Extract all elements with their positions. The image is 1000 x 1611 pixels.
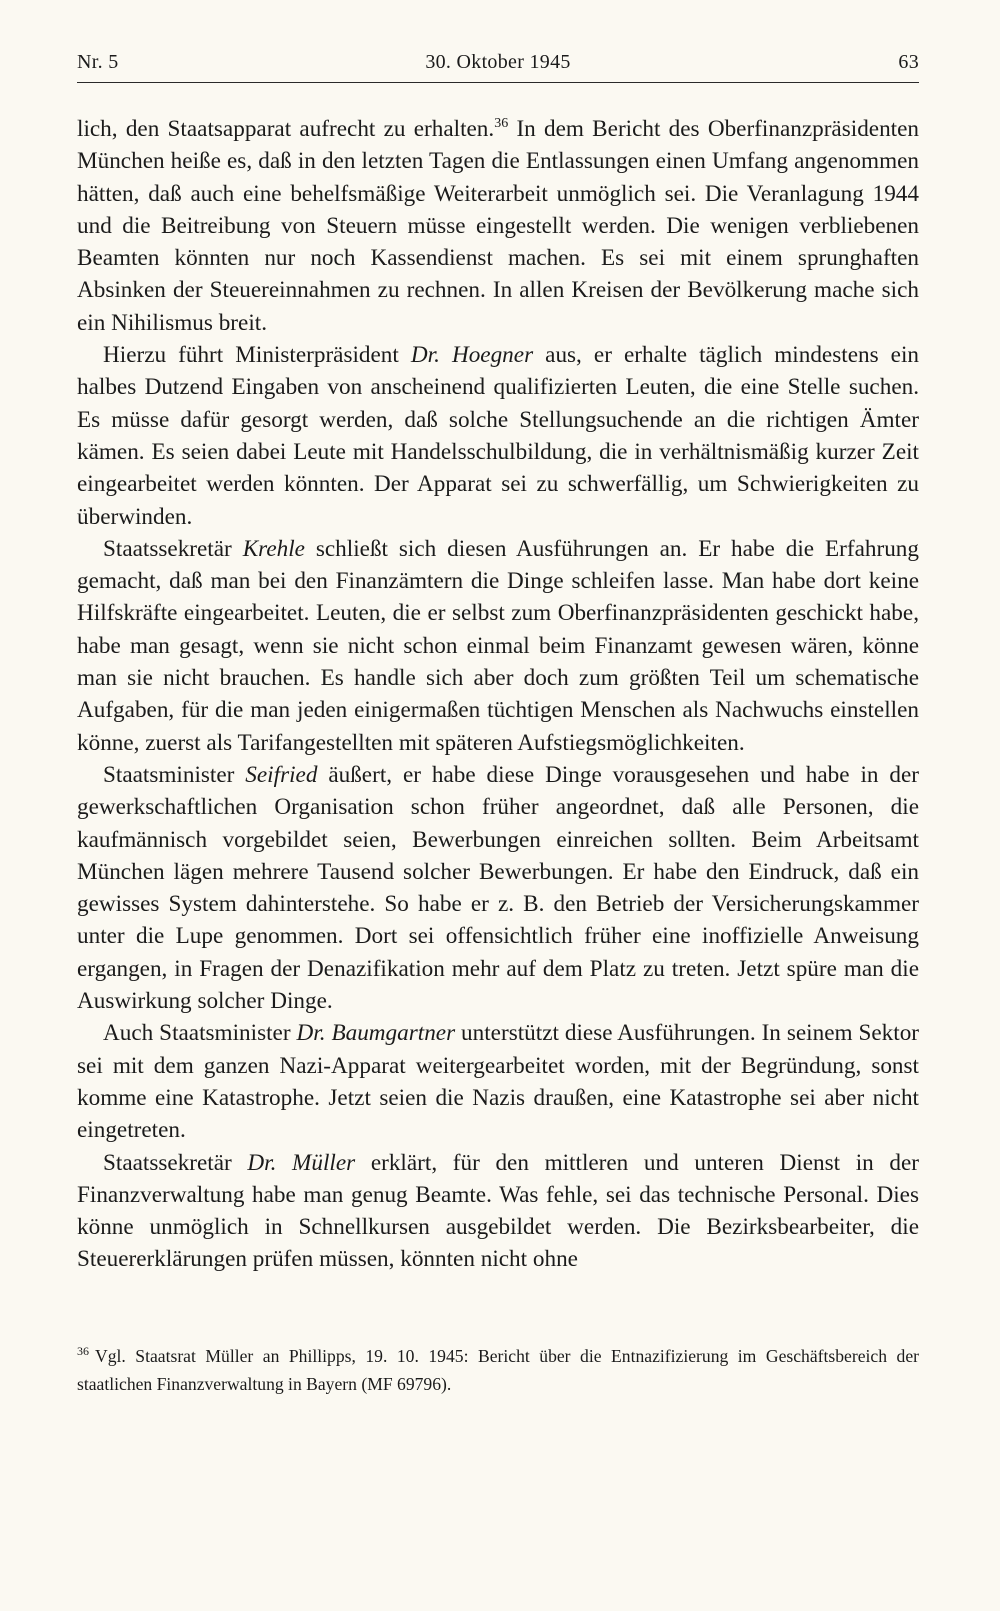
text-run: aus, er erhalte täglich mindestens ein halbes Dutzend Eingaben von anscheinend qualifizierten Leuten, die eine Stelle suchen. Es müsse dafür gesorgt werden, daß solche Stellungsuchende an die richtigen Ämter kämen. Es seien dabei Leute mit Handelsschulbildung, die in verhältnismäßig kurzer Zeit eingearbeitet werden könnten. Der Apparat sei zu schwerfällig, um Schwierigkeiten zu überwinden. — [77, 342, 919, 530]
italic-name: Krehle — [242, 535, 305, 562]
text-run: Hierzu führt Ministerpräsident — [103, 342, 411, 369]
page-number: 63 — [898, 51, 919, 73]
italic-name: Dr. Hoegner — [410, 342, 534, 369]
paragraph — [77, 339, 919, 533]
text-run: unterstützt diese Ausführungen. In seinem Sektor sei mit dem ganzen Nazi-Apparat weitergearbeitet worden, mit der Begründung, sonst komme eine Katastrophe. Jetzt seien die Nazis draußen, eine Katastrophe sei aber nicht eingetreten. — [77, 1020, 920, 1144]
text-run: lich, den Staatsapparat aufrecht zu erhalten. — [77, 116, 495, 142]
footnote-reference: 36 — [494, 116, 509, 131]
running-header — [77, 45, 919, 85]
footnote-marker: 36 — [77, 1344, 89, 1358]
issue-number: Nr. 5 — [77, 51, 119, 73]
paragraph — [77, 759, 919, 1017]
paragraph — [77, 1017, 919, 1146]
footnote-text: Vgl. Staatsrat Müller an Phillipps, 19. 10. 1945: Bericht über die Entnazifizierung im Geschäftsbereich der staatlichen Finanzverwaltung in Bayern (MF 69796). — [77, 1346, 919, 1394]
paragraph — [77, 113, 919, 339]
header-rule — [77, 82, 919, 83]
footnotes — [77, 1342, 919, 1398]
text-run: Staatssekretär — [103, 1149, 248, 1176]
paragraph — [77, 1147, 919, 1276]
paragraph — [77, 533, 919, 759]
italic-name: Dr. Müller — [247, 1149, 356, 1176]
body-text — [77, 113, 919, 1276]
text-run: schließt sich diesen Ausführungen an. Er habe die Erfahrung gemacht, daß man bei den Finanzämtern die Dinge schleifen lasse. Man habe dort keine Hilfskräfte eingearbeitet. Leuten, die er selbst zum Oberfinanzpräsidenten geschickt habe, habe man gesagt, wenn sie nicht schon einmal beim Finanzamt gewesen wären, könne man sie nicht brauchen. Es handle sich aber doch zum größten Teil um schematische Aufgaben, für die man jeden einigermaßen tüchtigen Menschen als Nachwuchs einstellen könne, zuerst als Tarifangestellten mit späteren Aufstiegsmöglichkeiten. — [77, 535, 919, 756]
italic-name: Dr. Baumgartner — [296, 1020, 456, 1047]
text-run: äußert, er habe diese Dinge vorausgesehen und habe in der gewerkschaftlichen Organisation schon früher angeordnet, daß alle Personen, die kaufmännisch vorgebildet seien, Bewerbungen einreichen sollten. Beim Arbeitsamt München lägen mehrere Tausend solcher Bewerbungen. Er habe den Eindruck, daß ein gewisses System dahinterstehe. So habe er z. B. den Betrieb der Versicherungskammer unter die Lupe genommen. Dort sei offensichtlich früher eine inoffizielle Anweisung ergangen, in Fragen der Denazifikation mehr auf dem Platz zu treten. Jetzt spüre man die Auswirkung solcher Dinge. — [77, 761, 919, 1015]
footnote-36 — [77, 1342, 919, 1398]
text-run: Staatssekretär — [103, 535, 243, 562]
italic-name: Seifried — [245, 761, 318, 788]
text-run: Staatsminister — [103, 761, 246, 788]
text-run: Auch Staatsminister — [103, 1020, 297, 1047]
text-run: erklärt, für den mittleren und unteren Dienst in der Finanzverwaltung habe man genug Beamte. Was fehle, sei das technische Personal. Dies könne unmöglich in Schnellkursen ausgebildet werden. Die Bezirksbearbeiter, die Steuererklärungen prüfen müssen, könnten nicht ohne — [77, 1149, 920, 1273]
header-date: 30. Oktober 1945 — [425, 51, 571, 73]
text-run: In dem Bericht des Oberfinanzpräsidenten München heiße es, daß in den letzten Tagen die Entlassungen einen Umfang angenommen hätten, daß auch eine behelfsmäßige Weiterarbeit unmöglich sei. Die Veranlagung 1944 und die Beitreibung von Steuern müsse eingestellt werden. Die wenigen verbliebenen Beamten könnten nur noch Kassendienst machen. Es sei mit einem sprunghaften Absinken der Steuereinnahmen zu rechnen. In allen Kreisen der Bevölkerung mache sich ein Nihilismus breit. — [77, 116, 919, 336]
